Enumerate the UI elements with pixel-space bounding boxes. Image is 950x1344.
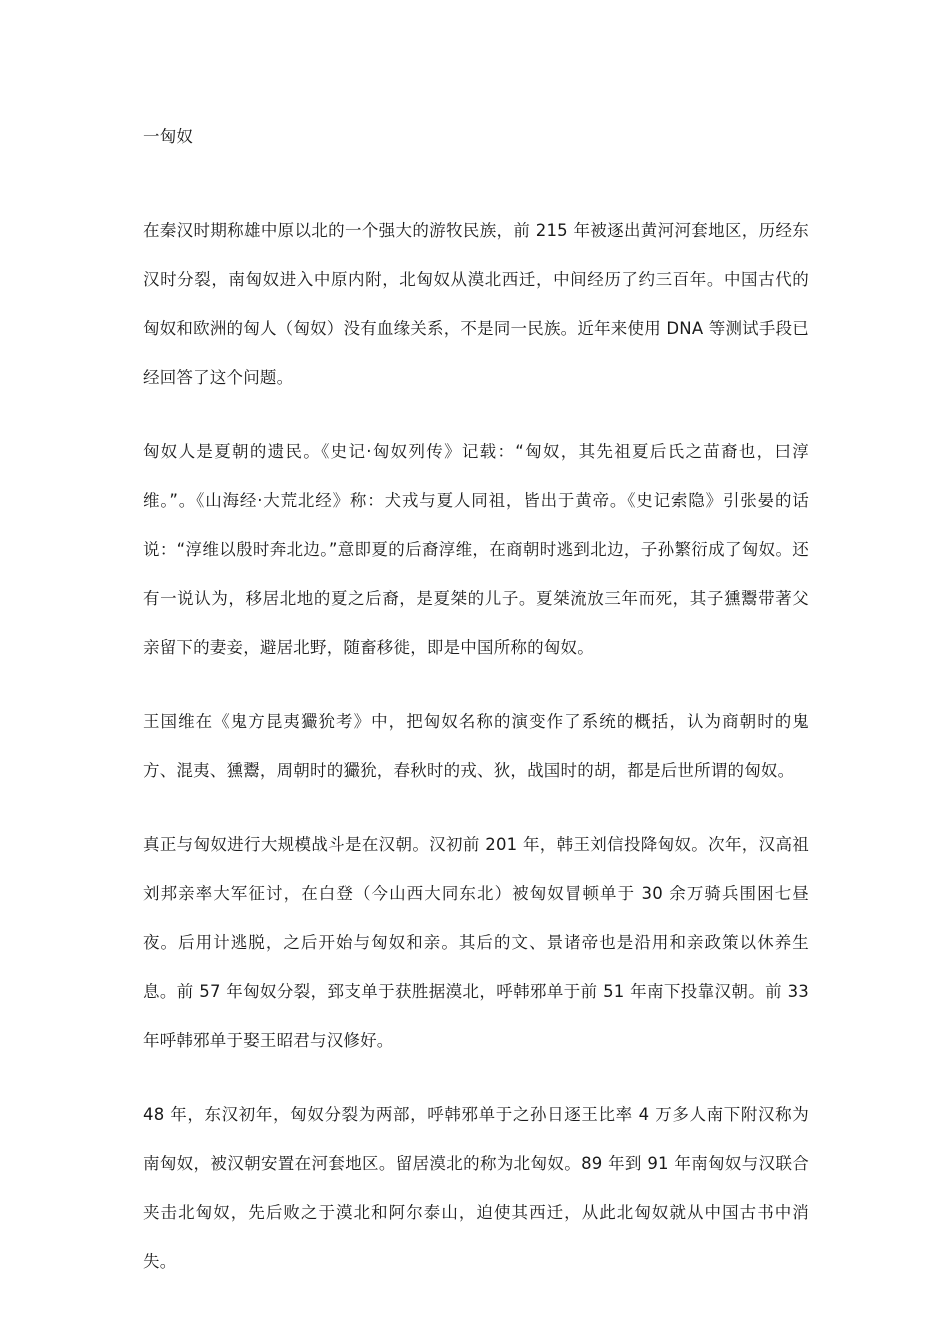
paragraph-han-wars: 真正与匈奴进行大规模战斗是在汉朝。汉初前 201 年，韩王刘信投降匈奴。次年，汉高祖刘邦亲率大军征讨，在白登（今山西大同东北）被匈奴冒顿单于 30 余万骑兵围困七昼夜。后用计逃脱，之后开始与匈奴和亲。其后的文、景诸帝也是沿用和亲政策以休养生息。前 57 年匈奴分裂，郅支单于获胜据漠北，呼韩邪单于前 51 年南下投靠汉朝。前 33 年呼韩邪单于娶王昭君与汉修好。 xyxy=(143,835,809,1050)
paragraph-origin: 匈奴人是夏朝的遗民。《史记·匈奴列传》记载：“匈奴，其先祖夏后氏之苗裔也，曰淳维。”。《山海经·大荒北经》称：犬戎与夏人同祖，皆出于黄帝。《史记索隐》引张晏的话说：“淳维以殷时奔北边。”意即夏的后裔淳维，在商朝时逃到北边，子孙繁衍成了匈奴。还有一说认为，移居北地的夏之后裔，是夏桀的儿子。夏桀流放三年而死，其子獯鬻带著父亲留下的妻妾，避居北野，随畜移徙，即是中国所称的匈奴。 xyxy=(143,442,809,657)
document-body xyxy=(143,121,809,1286)
paragraph-eastern-han: 48 年，东汉初年，匈奴分裂为两部，呼韩邪单于之孙日逐王比率 4 万多人南下附汉称为南匈奴，被汉朝安置在河套地区。留居漠北的称为北匈奴。89 年到 91 年南匈奴与汉联合夹击北匈奴，先后败之于漠北和阿尔泰山，迫使其西迁，从此北匈奴就从中国古书中消失。 xyxy=(143,1105,809,1271)
document-heading: 一匈奴 xyxy=(143,127,194,146)
paragraph-intro: 在秦汉时期称雄中原以北的一个强大的游牧民族，前 215 年被逐出黄河河套地区，历经东汉时分裂，南匈奴进入中原内附，北匈奴从漠北西迁，中间经历了约三百年。中国古代的匈奴和欧洲的匈人（匈奴）没有血缘关系，不是同一民族。近年来使用 DNA 等测试手段已经回答了这个问题。 xyxy=(143,221,809,387)
paragraph-wang-guowei: 王国维在《鬼方昆夷玁狁考》中，把匈奴名称的演变作了系统的概括，认为商朝时的鬼方、混夷、獯鬻，周朝时的玁狁，春秋时的戎、狄，战国时的胡，都是后世所谓的匈奴。 xyxy=(143,712,809,780)
